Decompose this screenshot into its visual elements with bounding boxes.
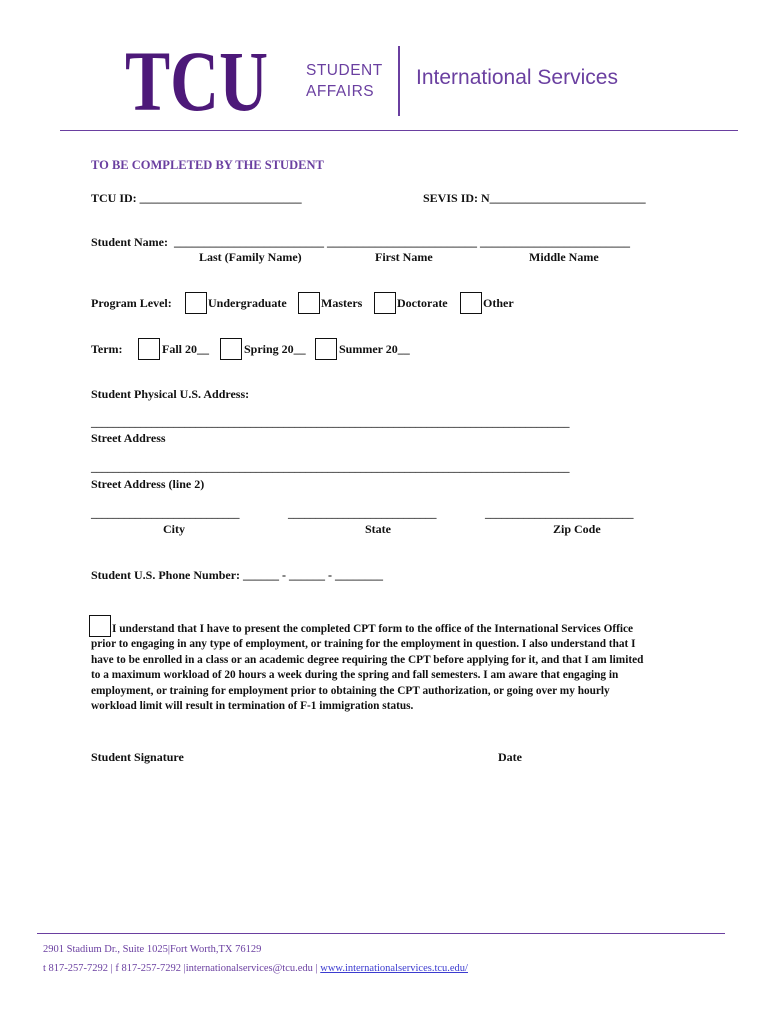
name-middle-label: Middle Name xyxy=(529,250,599,264)
sevis-id-field[interactable]: SEVIS ID: N__________________________ xyxy=(423,191,646,205)
street-address2-line[interactable]: _______________________________________________________________________________________ xyxy=(91,462,570,474)
term-label: Term: xyxy=(91,342,123,356)
student-signature-label: Student Signature xyxy=(91,750,184,764)
date-label: Date xyxy=(498,750,522,764)
zip-label: Zip Code xyxy=(553,522,601,536)
footer-contact-text: t 817-257-7292 | f 817-257-7292 |internationalservices@tcu.edu | xyxy=(43,963,321,974)
tcu-id-field[interactable]: TCU ID: ___________________________ xyxy=(91,191,302,205)
name-last-label: Last (Family Name) xyxy=(199,250,302,264)
agreement-text: I understand that I have to present the completed CPT form to the office of the International Services Office prior to engaging in any type of employment, or training for the employment in question. I also understand that I have to be enrolled in a class or an academic degree requiring the CPT before applying for it, and that I am limited to a maximum workload of 20 hours a week during the spring and fall semesters. I am aware that engaging in employment, or training for employment prior to obtaining the CPT authorization, or going over my hourly workload limit will result in termination of F-1 immigration status. xyxy=(91,623,644,713)
program-level-label: Program Level: xyxy=(91,296,172,310)
undergraduate-label: Undergraduate xyxy=(208,296,287,310)
footer-contact xyxy=(43,963,468,974)
street-address-line[interactable]: _______________________________________________________________________________________ xyxy=(91,417,570,429)
spring-label: Spring 20__ xyxy=(244,342,306,356)
address-label: Student Physical U.S. Address: xyxy=(91,387,250,401)
spring-checkbox[interactable] xyxy=(220,338,242,360)
name-first-label: First Name xyxy=(375,250,433,264)
doctorate-checkbox[interactable] xyxy=(374,292,396,314)
summer-label: Summer 20__ xyxy=(339,342,410,356)
student-affairs-label: STUDENT AFFAIRS xyxy=(306,62,383,100)
section-title: TO BE COMPLETED BY THE STUDENT xyxy=(91,158,324,172)
header-rule xyxy=(60,130,738,131)
header-divider xyxy=(398,46,400,116)
zip-line[interactable]: ___________________________ xyxy=(485,508,634,520)
masters-checkbox[interactable] xyxy=(298,292,320,314)
street-address-label: Street Address xyxy=(91,431,166,445)
tcu-logo-text: TCU xyxy=(125,33,268,129)
city-line[interactable]: ___________________________ xyxy=(91,508,240,520)
website-link[interactable]: www.internationalservices.tcu.edu/ xyxy=(320,963,468,974)
summer-checkbox[interactable] xyxy=(315,338,337,360)
other-label: Other xyxy=(483,296,514,310)
footer-address: 2901 Stadium Dr., Suite 1025|Fort Worth,TX 76129 xyxy=(43,944,262,955)
fall-label: Fall 20__ xyxy=(162,342,209,356)
student-name-label: Student Name: xyxy=(91,235,168,249)
fall-checkbox[interactable] xyxy=(138,338,160,360)
department-title: International Services xyxy=(416,66,618,89)
footer-rule xyxy=(37,933,725,934)
masters-label: Masters xyxy=(321,296,363,310)
state-label: State xyxy=(365,522,391,536)
doctorate-label: Doctorate xyxy=(397,296,448,310)
state-line[interactable]: ___________________________ xyxy=(288,508,437,520)
city-label: City xyxy=(163,522,185,536)
tcu-logo xyxy=(125,33,270,129)
student-name-blanks[interactable]: _________________________ _________________________ _________________________ xyxy=(174,235,630,249)
undergraduate-checkbox[interactable] xyxy=(185,292,207,314)
street-address2-label: Street Address (line 2) xyxy=(91,477,205,491)
other-checkbox[interactable] xyxy=(460,292,482,314)
phone-number-field[interactable]: Student U.S. Phone Number: ______ - ______ - ________ xyxy=(91,568,384,582)
